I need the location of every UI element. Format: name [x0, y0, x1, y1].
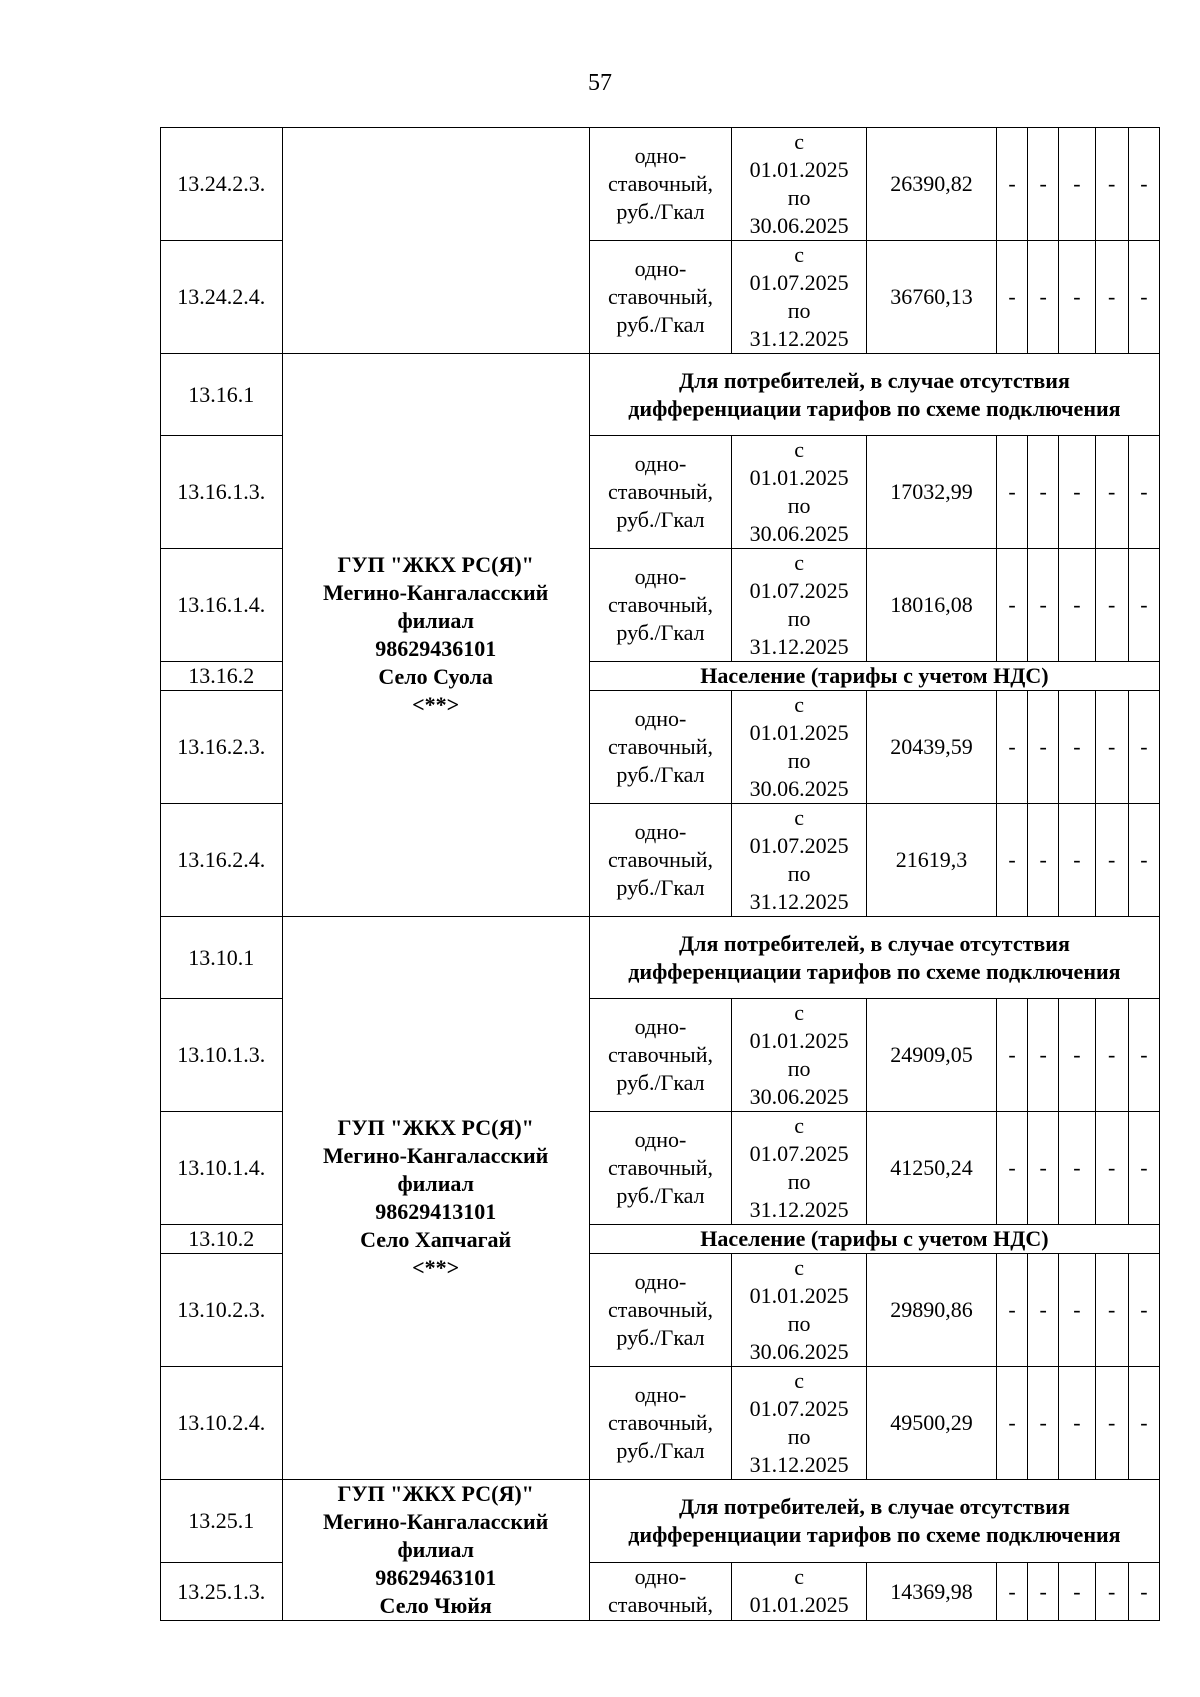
period: с 01.07.2025 по 31.12.2025: [732, 1367, 867, 1480]
dash-cell: -: [1128, 128, 1159, 241]
dash-cell: -: [1128, 691, 1159, 804]
dash-cell: -: [996, 1254, 1027, 1367]
dash-cell: -: [1028, 1254, 1059, 1367]
table-row: [161, 128, 1160, 241]
dash-cell: -: [1028, 999, 1059, 1112]
tariff-table: [160, 127, 1160, 1621]
row-code: 13.16.1.4.: [161, 549, 283, 662]
dash-cell: -: [996, 1112, 1027, 1225]
tariff-value: 18016,08: [867, 549, 997, 662]
section-heading: Население (тарифы с учетом НДС): [589, 1225, 1159, 1254]
table-row: [161, 354, 1160, 436]
dash-cell: -: [1128, 549, 1159, 662]
period: с 01.07.2025 по 31.12.2025: [732, 241, 867, 354]
dash-cell: -: [996, 436, 1027, 549]
dash-cell: -: [1128, 1563, 1159, 1621]
dash-cell: -: [996, 999, 1027, 1112]
rate-type: одно- ставочный, руб./Гкал: [589, 691, 731, 804]
dash-cell: -: [1095, 1563, 1128, 1621]
period: с 01.07.2025 по 31.12.2025: [732, 804, 867, 917]
dash-cell: -: [1059, 1367, 1095, 1480]
dash-cell: -: [1028, 1112, 1059, 1225]
dash-cell: -: [1028, 804, 1059, 917]
row-code: 13.25.1: [161, 1480, 283, 1563]
tariff-value: 49500,29: [867, 1367, 997, 1480]
row-code: 13.10.1.4.: [161, 1112, 283, 1225]
table-row: [161, 1480, 1160, 1563]
dash-cell: -: [1095, 804, 1128, 917]
dash-cell: -: [1059, 128, 1095, 241]
dash-cell: -: [1128, 999, 1159, 1112]
dash-cell: -: [996, 1563, 1027, 1621]
dash-cell: -: [996, 804, 1027, 917]
dash-cell: -: [1059, 1254, 1095, 1367]
org-chuyya: ГУП "ЖКХ РС(Я)" Мегино-Кангаласский филиал 98629463101 Село Чюйя: [282, 1480, 589, 1621]
org-khapchagay: ГУП "ЖКХ РС(Я)" Мегино-Кангаласский филиал 98629413101 Село Хапчагай <**>: [282, 917, 589, 1480]
row-code: 13.24.2.3.: [161, 128, 283, 241]
dash-cell: -: [996, 241, 1027, 354]
row-code: 13.10.1.3.: [161, 999, 283, 1112]
dash-cell: -: [1128, 1367, 1159, 1480]
period: с 01.07.2025 по 31.12.2025: [732, 549, 867, 662]
row-code: 13.16.2.3.: [161, 691, 283, 804]
tariff-value: 36760,13: [867, 241, 997, 354]
dash-cell: -: [1059, 436, 1095, 549]
period: с 01.01.2025: [732, 1563, 867, 1621]
dash-cell: -: [1028, 549, 1059, 662]
rate-type: одно- ставочный, руб./Гкал: [589, 128, 731, 241]
dash-cell: -: [1059, 1563, 1095, 1621]
dash-cell: -: [1059, 1112, 1095, 1225]
dash-cell: -: [1059, 241, 1095, 354]
table-row: [161, 917, 1160, 999]
rate-type: одно- ставочный, руб./Гкал: [589, 1367, 731, 1480]
period: с 01.01.2025 по 30.06.2025: [732, 1254, 867, 1367]
row-code: 13.10.1: [161, 917, 283, 999]
dash-cell: -: [1095, 128, 1128, 241]
dash-cell: -: [1128, 804, 1159, 917]
rate-type: одно- ставочный, руб./Гкал: [589, 241, 731, 354]
dash-cell: -: [1095, 691, 1128, 804]
dash-cell: -: [1128, 436, 1159, 549]
dash-cell: -: [1059, 804, 1095, 917]
tariff-value: 26390,82: [867, 128, 997, 241]
period: с 01.01.2025 по 30.06.2025: [732, 436, 867, 549]
page-number: 57: [588, 70, 612, 96]
dash-cell: -: [1095, 1367, 1128, 1480]
dash-cell: -: [1028, 1367, 1059, 1480]
section-heading: Для потребителей, в случае отсутствия дифференциации тарифов по схеме подключения: [589, 1480, 1159, 1563]
row-code: 13.25.1.3.: [161, 1563, 283, 1621]
dash-cell: -: [1028, 241, 1059, 354]
period: с 01.07.2025 по 31.12.2025: [732, 1112, 867, 1225]
dash-cell: -: [1095, 241, 1128, 354]
dash-cell: -: [1095, 436, 1128, 549]
tariff-value: 29890,86: [867, 1254, 997, 1367]
dash-cell: -: [1059, 549, 1095, 662]
row-code: 13.16.2.4.: [161, 804, 283, 917]
dash-cell: -: [1028, 436, 1059, 549]
dash-cell: -: [1128, 1254, 1159, 1367]
dash-cell: -: [1028, 128, 1059, 241]
dash-cell: -: [996, 691, 1027, 804]
tariff-value: 21619,3: [867, 804, 997, 917]
section-heading: Население (тарифы с учетом НДС): [589, 662, 1159, 691]
row-code: 13.16.2: [161, 662, 283, 691]
dash-cell: -: [1095, 549, 1128, 662]
rate-type: одно- ставочный, руб./Гкал: [589, 804, 731, 917]
dash-cell: -: [1128, 1112, 1159, 1225]
dash-cell: -: [1095, 1112, 1128, 1225]
dash-cell: -: [996, 549, 1027, 662]
tariff-value: 14369,98: [867, 1563, 997, 1621]
rate-type: одно- ставочный, руб./Гкал: [589, 1254, 731, 1367]
dash-cell: -: [1028, 1563, 1059, 1621]
dash-cell: -: [1059, 999, 1095, 1112]
rate-type: одно- ставочный, руб./Гкал: [589, 1112, 731, 1225]
dash-cell: -: [1028, 691, 1059, 804]
dash-cell: -: [1059, 691, 1095, 804]
dash-cell: -: [996, 1367, 1027, 1480]
tariff-value: 24909,05: [867, 999, 997, 1112]
dash-cell: -: [1128, 241, 1159, 354]
org-cell-empty: [282, 128, 589, 354]
tariff-value: 41250,24: [867, 1112, 997, 1225]
row-code: 13.24.2.4.: [161, 241, 283, 354]
row-code: 13.16.1.3.: [161, 436, 283, 549]
dash-cell: -: [1095, 1254, 1128, 1367]
section-heading: Для потребителей, в случае отсутствия дифференциации тарифов по схеме подключения: [589, 917, 1159, 999]
rate-type: одно- ставочный, руб./Гкал: [589, 549, 731, 662]
tariff-value: 20439,59: [867, 691, 997, 804]
section-heading: Для потребителей, в случае отсутствия дифференциации тарифов по схеме подключения: [589, 354, 1159, 436]
row-code: 13.10.2.3.: [161, 1254, 283, 1367]
period: с 01.01.2025 по 30.06.2025: [732, 691, 867, 804]
tariff-value: 17032,99: [867, 436, 997, 549]
period: с 01.01.2025 по 30.06.2025: [732, 999, 867, 1112]
rate-type: одно- ставочный, руб./Гкал: [589, 436, 731, 549]
period: с 01.01.2025 по 30.06.2025: [732, 128, 867, 241]
row-code: 13.10.2: [161, 1225, 283, 1254]
dash-cell: -: [1095, 999, 1128, 1112]
row-code: 13.10.2.4.: [161, 1367, 283, 1480]
row-code: 13.16.1: [161, 354, 283, 436]
org-suola: ГУП "ЖКХ РС(Я)" Мегино-Кангаласский филиал 98629436101 Село Суола <**>: [282, 354, 589, 917]
rate-type: одно- ставочный,: [589, 1563, 731, 1621]
rate-type: одно- ставочный, руб./Гкал: [589, 999, 731, 1112]
dash-cell: -: [996, 128, 1027, 241]
